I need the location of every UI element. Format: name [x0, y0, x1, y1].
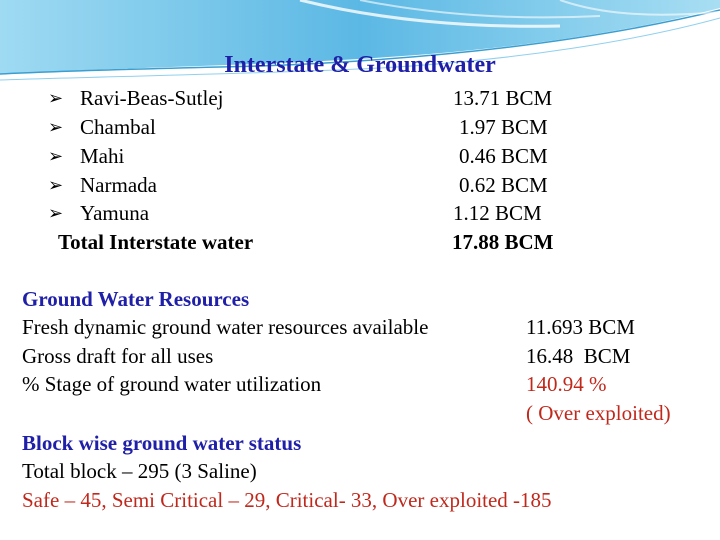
- row-label: Fresh dynamic ground water resources available: [22, 315, 429, 339]
- total-label: Total Interstate water: [58, 230, 254, 254]
- arrow-bullet-icon: ➢: [48, 88, 64, 109]
- status-note: [0, 399, 720, 428]
- row-value: 11.693 BCM: [526, 315, 635, 339]
- row-value: 16.48 BCM: [526, 344, 631, 368]
- table-row: [0, 313, 720, 342]
- item-value: 0.62 BCM: [459, 173, 548, 197]
- arrow-bullet-icon: ➢: [48, 117, 64, 138]
- list-item: [0, 142, 720, 171]
- item-name: Narmada: [80, 173, 157, 197]
- row-label: % Stage of ground water utilization: [22, 372, 322, 396]
- block-total: Total block – 295 (3 Saline): [22, 459, 257, 483]
- block-detail: Safe – 45, Semi Critical – 29, Critical- 33, Over exploited -185: [22, 488, 552, 512]
- item-name: Yamuna: [80, 201, 150, 225]
- utilization-value: 140.94 %: [526, 372, 607, 396]
- item-value: 13.71 BCM: [453, 86, 553, 110]
- item-name: Ravi-Beas-Sutlej: [80, 86, 224, 110]
- table-row: [0, 342, 720, 371]
- item-value: 1.12 BCM: [453, 201, 542, 225]
- item-name: Mahi: [80, 144, 125, 168]
- total-value: 17.88 BCM: [452, 230, 554, 254]
- over-exploited-note: ( Over exploited): [526, 401, 671, 425]
- row-label: Gross draft for all uses: [22, 344, 214, 368]
- groundwater-heading: Ground Water Resources: [22, 287, 250, 311]
- page-title: Interstate & Groundwater: [224, 52, 496, 78]
- arrow-bullet-icon: ➢: [48, 175, 64, 196]
- table-row: [0, 370, 720, 399]
- item-name: Chambal: [80, 115, 156, 139]
- list-item: [0, 199, 720, 228]
- list-item: [0, 84, 720, 113]
- list-item: [0, 113, 720, 142]
- block-heading: Block wise ground water status: [22, 431, 302, 455]
- item-value: 0.46 BCM: [459, 144, 548, 168]
- arrow-bullet-icon: ➢: [48, 203, 64, 224]
- list-item: [0, 171, 720, 200]
- arrow-bullet-icon: ➢: [48, 146, 64, 167]
- item-value: 1.97 BCM: [459, 115, 548, 139]
- total-row: [0, 228, 720, 257]
